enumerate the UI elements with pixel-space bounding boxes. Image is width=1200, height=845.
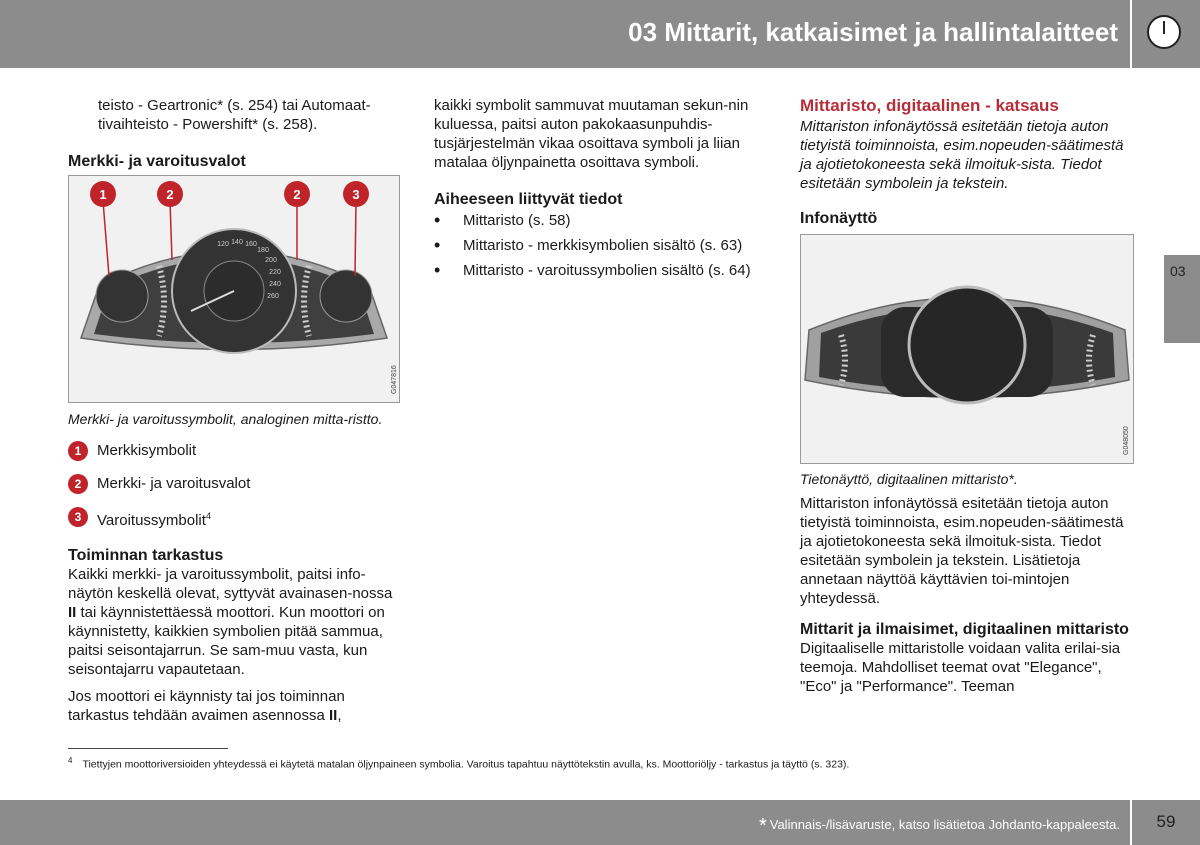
digital-cluster-title: Mittaristo, digitaalinen - katsaus <box>800 96 1059 115</box>
callout-legend <box>68 441 400 530</box>
intro-line-2: tivaihteisto - Powershift* (s. 258). <box>98 116 318 133</box>
callout-2a: 2 <box>166 187 174 202</box>
legend-number-2: 2 <box>68 474 88 494</box>
related-link[interactable]: • Mittaristo - varoitussymbolien sisältö (s. 64) <box>434 261 769 280</box>
dial-label-260: 260 <box>267 293 279 300</box>
footnote-ref[interactable]: 4 <box>205 511 211 521</box>
optional-equipment-note <box>759 815 1120 838</box>
related-link[interactable]: • Mittaristo (s. 58) <box>434 211 769 230</box>
page-number: 59 <box>1156 812 1176 831</box>
continued-paragraph: kaikki symbolit sammuvat muutaman sekun-nin kuluessa, paitsi auton pakokaasunpuhdis-tusjärjestelmän vikaa osoittava symboli ja liian matalaa öljynpainetta osoittava symboli. <box>434 97 749 171</box>
function-check-paragraph: Kaikki merkki- ja varoitussymbolit, paitsi info-näytön keskellä olevat, syttyvät avainasen-nossa II tai käynnistettäessä moottori. Kun moottori on käynnistetty, kaikkien symbolien pitää sammua, paitsi seisontajarrun. Se sam-muu vasta, kun seisontajarru vapautetaan. <box>68 566 393 678</box>
footnote <box>68 756 1128 771</box>
analog-cluster-illustration <box>69 176 399 402</box>
related-links-list <box>434 211 769 280</box>
legend-number-3: 3 <box>68 507 88 527</box>
legend-item <box>68 441 400 461</box>
footnote-number: 4 <box>68 756 73 765</box>
figure-caption: Tietonäyttö, digitaalinen mittaristo*. <box>800 471 1018 487</box>
themes-paragraph: Digitaaliselle mittaristolle voidaan valita erilai-sia teemoja. Mahdolliset teemat ovat "Elegance", "Eco" ja "Performance". Teeman <box>800 640 1121 695</box>
column-left <box>68 96 400 725</box>
chapter-title: 03 Mittarit, katkaisimet ja hallintalaitteet <box>628 17 1118 47</box>
callout-1: 1 <box>99 187 107 202</box>
footer-note-text: Valinnais-/lisävaruste, katso lisätietoa Johdanto-kappaleesta. <box>769 817 1120 832</box>
figure-code: G048050 <box>1123 426 1130 455</box>
column-middle <box>434 96 769 286</box>
analog-cluster-figure <box>68 175 400 403</box>
legend-label: Merkki- ja varoitusvalot <box>97 475 251 492</box>
dial-label-160: 160 <box>245 241 257 248</box>
dial-label-200: 200 <box>265 257 277 264</box>
chapter-side-tab[interactable] <box>1164 255 1200 343</box>
intro-line-1: teisto - Geartronic* (s. 254) tai Automaat- <box>98 97 371 114</box>
engine-start-paragraph: Jos moottori ei käynnisty tai jos toiminnan tarkastus tehdään avaimen asennossa II, <box>68 688 345 724</box>
column-right <box>800 96 1135 696</box>
chapter-icon-box <box>1132 0 1200 68</box>
legend-item <box>68 507 400 530</box>
section-heading-signal-lights: Merkki- ja varoitusvalot <box>68 153 246 170</box>
info-display-paragraph: Mittariston infonäytössä esitetään tietoja auton tietyistä toiminnoista, esim.nopeuden-säätimestä ja ajotietokoneesta sekä ilmoituk-sista. Tiedot esitetään symbolein ja tekstein. Lisätietoja annetaan näyttöä käyttävien toi-mintojen yhteydessä. <box>800 495 1124 607</box>
callout-2b: 2 <box>293 187 301 202</box>
gauges-heading: Mittarit ja ilmaisimet, digitaalinen mittaristo <box>800 621 1129 638</box>
dial-label-240: 240 <box>269 281 281 288</box>
related-link[interactable]: • Mittaristo - merkkisymbolien sisältö (s. 63) <box>434 236 769 255</box>
figure-code: G047816 <box>391 365 398 394</box>
related-info-heading: Aiheeseen liittyvät tiedot <box>434 191 623 208</box>
dial-label-180: 180 <box>257 247 269 254</box>
dial-label-140: 140 <box>231 239 243 246</box>
chapter-header <box>0 0 1130 68</box>
figure-caption: Merkki- ja varoitussymbolit, analoginen mitta-ristto. <box>68 411 383 427</box>
section-heading-function-check: Toiminnan tarkastus <box>68 547 224 564</box>
digital-cluster-figure <box>800 234 1134 464</box>
footnote-text: Tiettyjen moottoriversioiden yhteydessä ei käytetä matalan öljynpaineen symbolia. Varoitus tapahtuu näyttötekstin avulla, ks. Moottoriöljy - tarkastus ja täyttö (s. 323). <box>82 758 850 771</box>
legend-number-1: 1 <box>68 441 88 461</box>
legend-item <box>68 474 400 494</box>
dial-label-120: 120 <box>217 241 229 248</box>
dial-label-220: 220 <box>269 269 281 276</box>
side-tab-label: 03 <box>1170 263 1186 279</box>
digital-cluster-illustration <box>801 235 1133 463</box>
page-number-box <box>1132 800 1200 845</box>
asterisk-mark: * <box>758 815 767 837</box>
speedometer-icon <box>1147 15 1181 49</box>
page-footer <box>0 800 1130 845</box>
callout-3: 3 <box>352 187 360 202</box>
digital-cluster-intro: Mittariston infonäytössä esitetään tietoja auton tietyistä toiminnoista, esim.nopeuden-säätimestä ja ajotietokoneesta sekä ilmoituk-sista. Tiedot esitetään symbolein ja tekstein. <box>800 118 1124 192</box>
legend-label: Merkkisymbolit <box>97 442 197 459</box>
legend-label: Varoitussymbolit <box>97 512 206 529</box>
footnote-rule <box>68 748 228 749</box>
info-display-heading: Infonäyttö <box>800 210 878 227</box>
